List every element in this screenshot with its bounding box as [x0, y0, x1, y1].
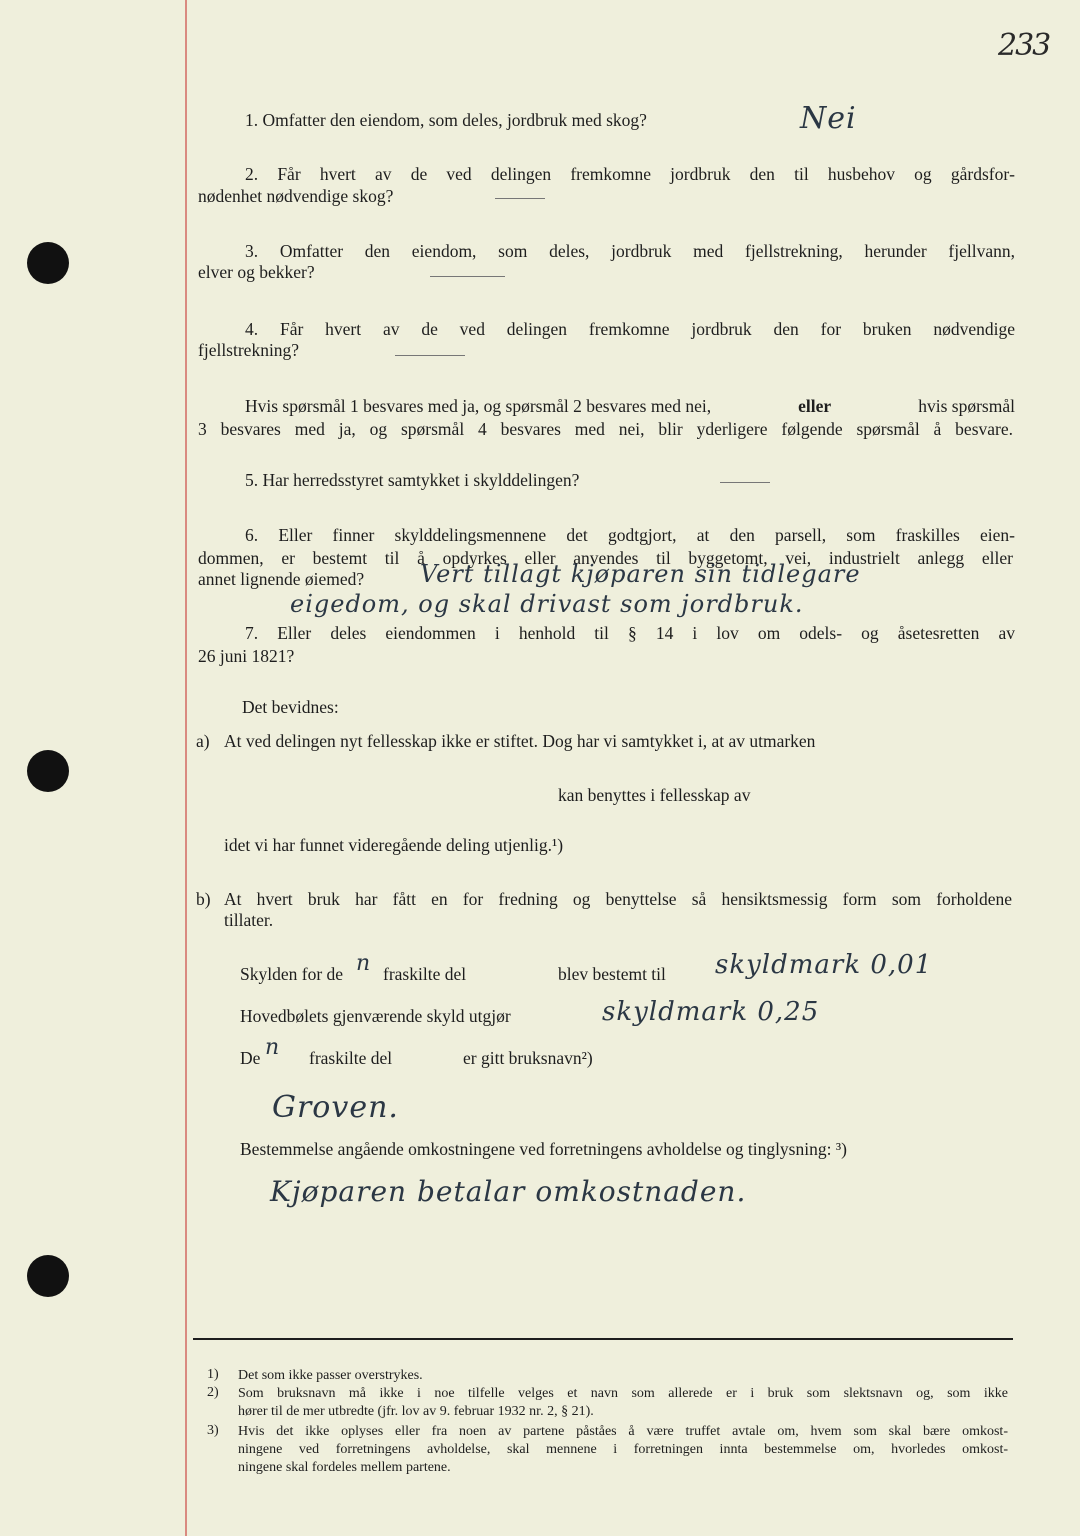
den-label-1: De	[240, 1048, 261, 1068]
item-a-label: a)	[196, 731, 210, 751]
answer-dash	[430, 276, 505, 277]
question-6-line-2: dommen, er bestemt til å opdyrkes eller anvendes til byggetomt, vei, industrielt anlegg eller	[198, 548, 1013, 568]
question-7-line-2: 26 juni 1821?	[198, 646, 295, 666]
skyld-label-1: Skylden for de	[240, 964, 344, 984]
skyld-value-handwritten: skyldmark 0,01	[715, 950, 933, 980]
certify-heading: Det bevidnes:	[242, 697, 339, 717]
item-a-line-2: kan benyttes i fellesskap av	[558, 785, 751, 805]
question-3-line-1: 3. Omfatter den eiendom, som deles, jordbruk med fjellstrekning, herunder fjellvann,	[245, 241, 1015, 261]
footnote-3-line-3: ningene skal fordeles mellem partene.	[238, 1460, 451, 1475]
page-number: 233	[998, 28, 1050, 63]
question-5: 5. Har herredsstyret samtykket i skylddelingen?	[245, 470, 580, 490]
footnote-2-line-2: hører til de mer utbredte (jfr. lov av 9. februar 1932 nr. 2, § 21).	[238, 1404, 594, 1419]
answer-q6-handwritten-1: Vert tillagt kjøparen sin tidlegare	[420, 560, 861, 588]
punch-hole	[27, 750, 69, 792]
condition-bold-eller: eller	[798, 396, 832, 416]
footnote-2-num: 2)	[207, 1385, 219, 1400]
item-b-label: b)	[196, 889, 211, 909]
question-7-line-1: 7. Eller deles eiendommen i henhold til § 14 i lov om odels‑ og åsetesretten av	[245, 623, 1015, 643]
question-6-line-3: annet lignende øiemed?	[198, 569, 365, 589]
skyld-handwritten-n: n	[356, 951, 372, 976]
answer-dash	[720, 482, 770, 483]
punch-hole	[27, 242, 69, 284]
answer-dash	[495, 198, 545, 199]
item-a-line-1: At ved delingen nyt fellesskap ikke er stiftet. Dog har vi samtykket i, at av utmarken	[224, 731, 816, 751]
hovedbol-label: Hovedbølets gjenværende skyld utgjør	[240, 1006, 511, 1026]
condition-line-1	[245, 395, 1015, 417]
condition-line-2: 3 besvares med ja, og spørsmål 4 besvares med nei, blir yderligere følgende spørsmål å besvare.	[198, 419, 1013, 439]
answer-q6-handwritten-2: eigedom, og skal drivast som jordbruk.	[290, 590, 804, 618]
item-b-line-2: tillater.	[224, 910, 274, 930]
footnote-1-line-1: Det som ikke passer overstrykes.	[238, 1368, 423, 1383]
question-6-line-1: 6. Eller finner skylddelingsmennene det godtgjort, at den parsell, som fraskilles eien‑	[245, 525, 1015, 545]
item-b-line-1: At hvert bruk har fått en for fredning og benyttelse så hensiktsmessig form som forholdene	[224, 889, 1012, 909]
footnote-3-line-2: ningene ved forretningens avholdelse, skal mennene i forretningen innta bestemmelse om, hvorledes omkost‑	[238, 1442, 1008, 1457]
den-handwritten-n: n	[265, 1035, 281, 1060]
skyld-label-3: blev bestemt til	[558, 964, 666, 984]
question-3-line-2: elver og bekker?	[198, 262, 315, 282]
footnote-3-num: 3)	[207, 1423, 219, 1438]
skyld-label-2: fraskilte del	[383, 964, 467, 984]
punch-hole	[27, 1255, 69, 1297]
footnote-3-line-1: Hvis det ikke oplyses eller fra noen av partene påståes å være truffet avtale om, hvem som skal bære omkost‑	[238, 1424, 1008, 1439]
hovedbol-value-handwritten: skyldmark 0,25	[602, 997, 820, 1027]
question-1: 1. Omfatter den eiendom, som deles, jordbruk med skog?	[245, 110, 647, 130]
answer-q1-handwritten: Nei	[800, 101, 857, 136]
condition-text-b: hvis spørsmål	[918, 396, 1015, 416]
bestemmelse-label: Bestemmelse angående omkostningene ved forretningens avholdelse og tinglysning: ³)	[240, 1139, 847, 1159]
footnote-2-line-1: Som bruksnavn må ikke i noe tilfelle velges et navn som allerede er i bruk som slektsnavn og, som ikke	[238, 1386, 1008, 1401]
item-a-line-3: idet vi har funnet videregående deling utjenlig.¹)	[224, 835, 564, 855]
margin-line	[185, 0, 187, 1536]
bestemmelse-value-handwritten: Kjøparen betalar omkostnaden.	[270, 1175, 747, 1208]
footnote-1-num: 1)	[207, 1367, 219, 1382]
question-4-line-2: fjellstrekning?	[198, 340, 300, 360]
bruksnavn-value-handwritten: Groven.	[272, 1090, 399, 1125]
den-label-2: fraskilte del	[309, 1048, 393, 1068]
question-4-line-1: 4. Får hvert av de ved delingen fremkomne jordbruk den for bruken nødvendige	[245, 319, 1015, 339]
condition-text-a: Hvis spørsmål 1 besvares med ja, og spørsmål 2 besvares med nei,	[245, 396, 712, 416]
question-2-line-2: nødenhet nødvendige skog?	[198, 186, 394, 206]
footnote-rule	[193, 1338, 1013, 1340]
den-label-3: er gitt bruksnavn²)	[463, 1048, 593, 1068]
answer-dash	[395, 355, 465, 356]
question-2-line-1: 2. Får hvert av de ved delingen fremkomne jordbruk den til husbehov og gårdsfor‑	[245, 164, 1015, 184]
